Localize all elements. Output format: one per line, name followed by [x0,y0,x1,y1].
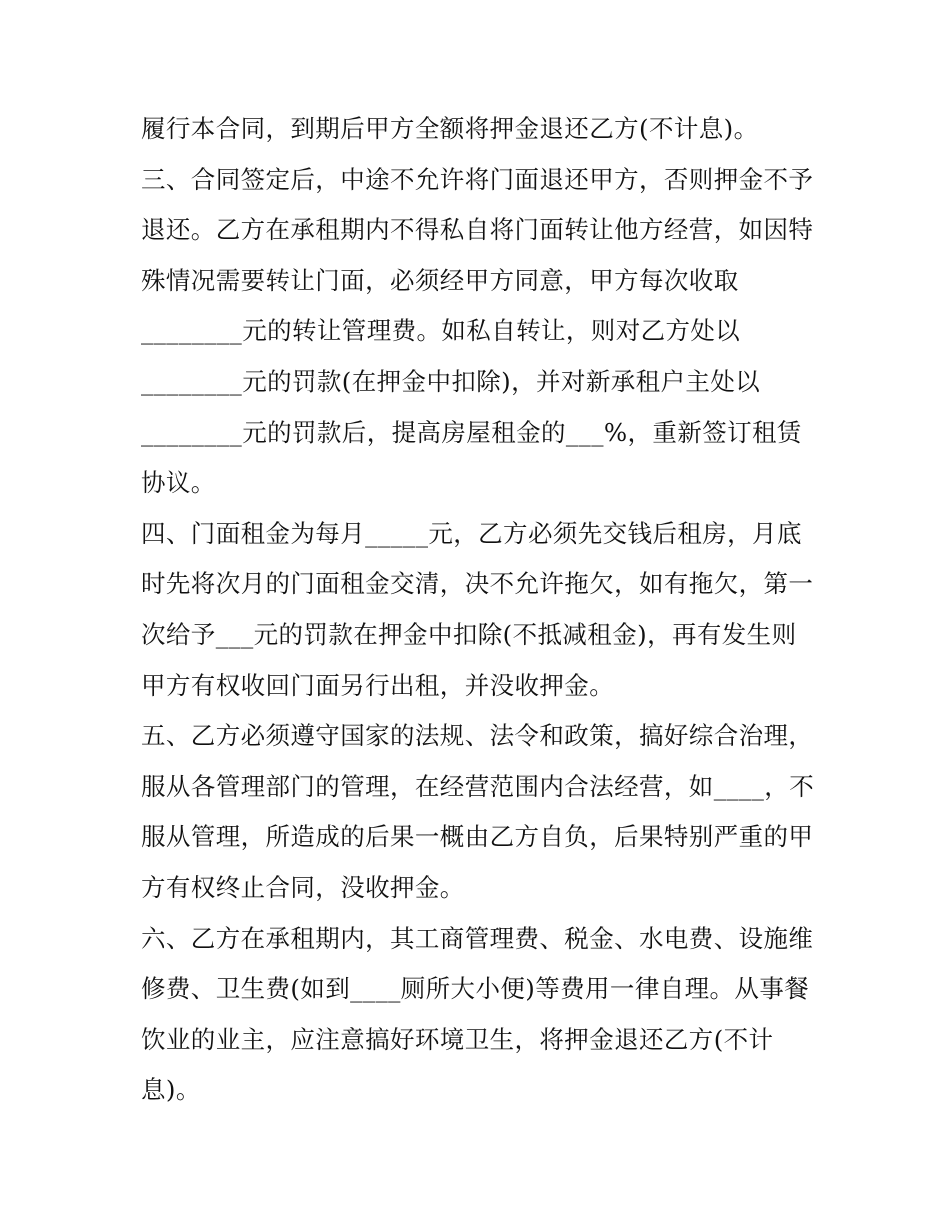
document-body [141,104,821,1116]
text-line: 时先将次月的门面租金交清，决不允许拖欠，如有拖欠，第一 [141,569,814,599]
text-line: 四、门面租金为每月_____元，乙方必须先交钱后租房，月底 [141,518,802,548]
text-line: 甲方有权收回门面另行出租，并没收押金。 [141,670,615,700]
text-line: 协议。 [141,468,216,498]
text-line: 六、乙方在承租期内，其工商管理费、税金、水电费、设施维 [141,923,814,953]
text-line: 五、乙方必须遵守国家的法规、法令和政策，搞好综合治理， [141,721,814,751]
text-line: 息)。 [141,1075,201,1105]
text-line: 履行本合同，到期后甲方全额将押金退还乙方(不计息)。 [141,114,759,143]
text-line: ________元的罚款(在押金中扣除)，并对新承租户主处以 [141,366,761,396]
text-line: ________元的转让管理费。如私自转让，则对乙方处以 [141,316,741,346]
text-line: 次给予___元的罚款在押金中扣除(不抵减租金)，再有发生则 [141,619,797,649]
text-line: ________元的罚款后，提高房屋租金的___%，重新签订租赁 [141,417,802,447]
text-line: 服从各管理部门的管理，在经营范围内合法经营，如____，不 [141,771,815,801]
text-line: 退还。乙方在承租期内不得私自将门面转让他方经营，如因特 [141,215,814,245]
text-line: 饮业的业主，应注意搞好环境卫生，将押金退还乙方(不计 [141,1024,774,1054]
text-line: 三、合同签定后，中途不允许将门面退还甲方，否则押金不予 [141,164,814,194]
text-line: 服从管理，所造成的后果一概由乙方自负，后果特别严重的甲 [141,822,814,852]
text-line: 修费、卫生费(如到____厕所大小便)等费用一律自理。从事餐 [141,974,810,1004]
text-line: 方有权终止合同，没收押金。 [141,872,465,902]
text-line: 殊情况需要转让门面，必须经甲方同意，甲方每次收取 [141,265,739,295]
